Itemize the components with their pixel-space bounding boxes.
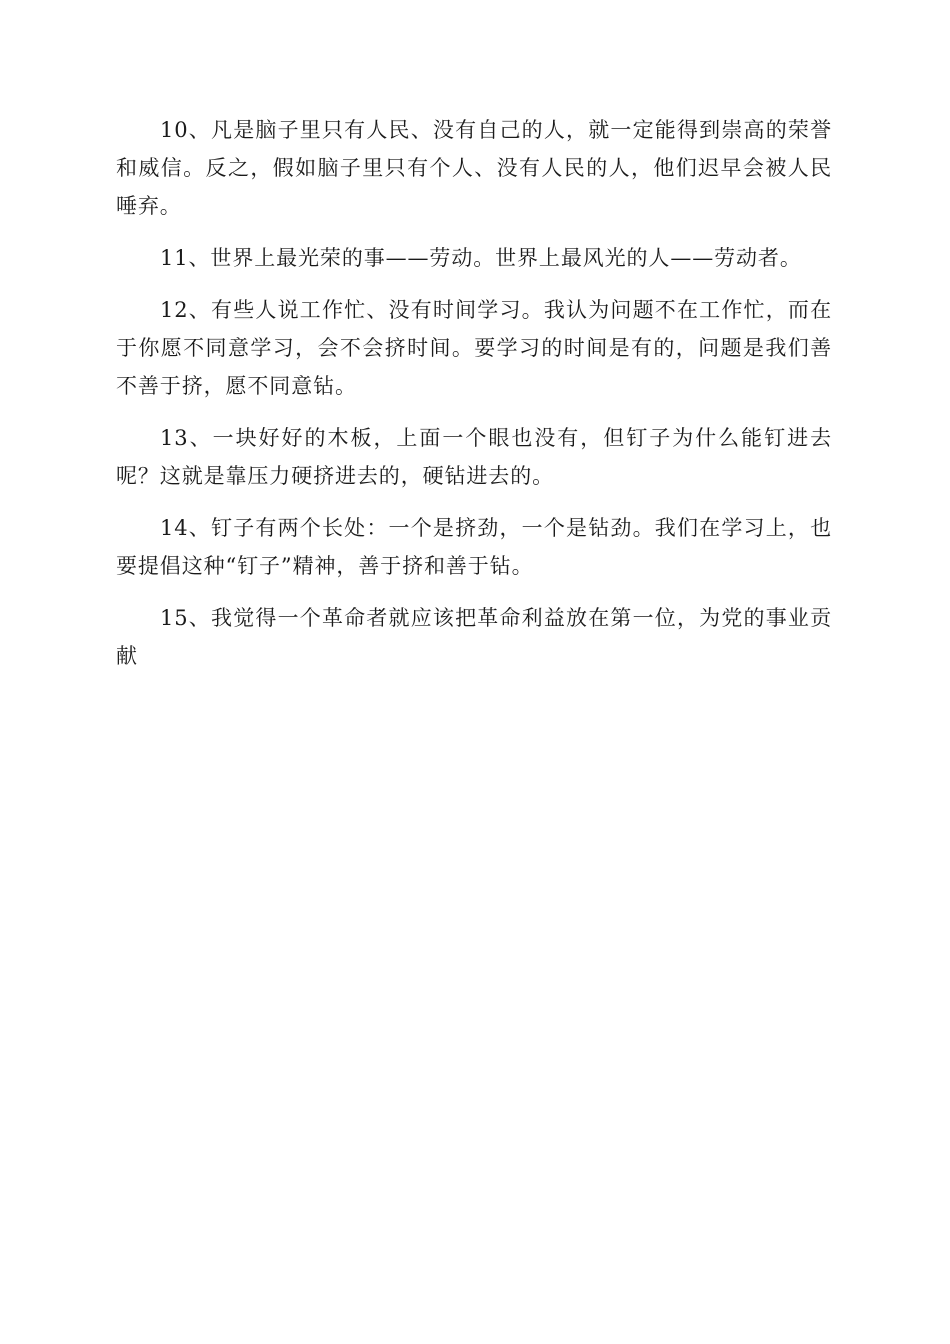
document-body <box>116 111 832 689</box>
paragraph-10: 10、凡是脑子里只有人民、没有自己的人，就一定能得到崇高的荣誉和威信。反之，假如脑子里只有个人、没有人民的人，他们迟早会被人民唾弃。 <box>116 118 832 218</box>
paragraph-12: 12、有些人说工作忙、没有时间学习。我认为问题不在工作忙，而在于你愿不同意学习，会不会挤时间。要学习的时间是有的，问题是我们善不善于挤，愿不同意钻。 <box>116 298 832 398</box>
paragraph-14: 14、钉子有两个长处：一个是挤劲，一个是钻劲。我们在学习上，也要提倡这种“钉子”精神，善于挤和善于钻。 <box>116 516 832 578</box>
paragraph-11: 11、世界上最光荣的事——劳动。世界上最风光的人——劳动者。 <box>160 246 802 270</box>
paragraph-13: 13、一块好好的木板，上面一个眼也没有，但钉子为什么能钉进去呢？这就是靠压力硬挤进去的，硬钻进去的。 <box>116 426 832 488</box>
paragraph-15: 15、我觉得一个革命者就应该把革命利益放在第一位，为党的事业贡献 <box>116 606 832 668</box>
